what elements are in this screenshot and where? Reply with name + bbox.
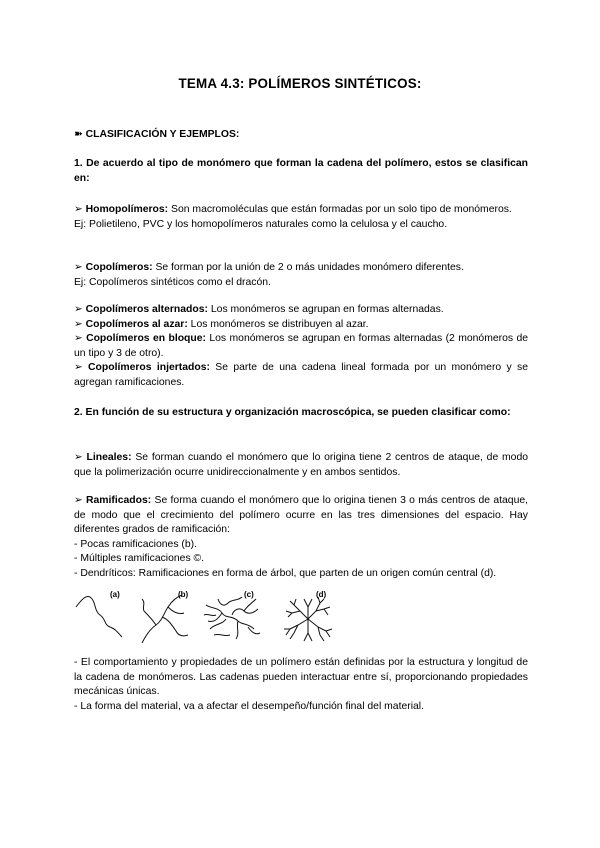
paragraph-closing-1: - El comportamiento y propiedades de un polímero están definidas por la estructura y longitud de la cadena de monómeros. Las cadenas pueden interactuar entre sí, proporcionando propiedades mecánicas únicas. xyxy=(74,657,528,698)
figure-label-b: (b) xyxy=(178,590,189,599)
paragraph-closing-2: - La forma del material, va a afectar el desempeño/función final del material. xyxy=(74,701,424,712)
term-azar: ➢ Copolímeros al azar: xyxy=(74,318,188,330)
paragraph-homopolimeros xyxy=(74,203,528,232)
desc-alternados: Los monómeros se agrupan en formas alternadas. xyxy=(208,304,444,315)
desc-lineales: Se forman cuando el monómero que lo origina tiene 2 centros de ataque, de modo que la polimerización ocurre unidireccionalmente y en ambos sentidos. xyxy=(74,452,529,478)
term-injertados: ➢ Copolímeros injertados: xyxy=(74,362,210,374)
multi-branched-chain xyxy=(204,597,260,639)
term-homopolimeros: ➢ Homopolímeros: xyxy=(74,204,169,215)
desc-copolimeros: Se forman por la unión de 2 o más unidades monómero diferentes. xyxy=(152,262,464,273)
figure-label-a: (a) xyxy=(110,590,120,599)
subheading-estructura: 2. En función de su estructura y organización macroscópica, se pueden clasificar como: xyxy=(74,407,511,418)
branched-chain xyxy=(142,595,188,643)
term-alternados: ➢ Copolímeros alternados: xyxy=(74,304,208,315)
list-item-dendriticos: - Dendríticos: Ramificaciones en forma de árbol, que parten de un origen común central (d). xyxy=(74,567,497,579)
item-azar xyxy=(74,318,528,333)
desc-ramificados: Se forma cuando el monómero que lo origina tienen 3 o más centros de ataque, de modo que el crecimiento del polímero ocurre en las tres dimensiones del espacio. Hay diferentes grados de ramificación: xyxy=(74,495,529,536)
paragraph-lineales xyxy=(74,451,528,480)
paragraph-copolimeros xyxy=(74,261,528,290)
list-item-multiples: - Múltiples ramificaciones ©. xyxy=(74,553,205,565)
list-item-pocas: - Pocas ramificaciones (b). xyxy=(74,538,197,550)
item-bloque xyxy=(74,332,528,361)
desc-homopolimeros: Son macromoléculas que están formadas por un solo tipo de monómeros. xyxy=(168,204,512,215)
term-bloque: ➢ Copolímeros en bloque: xyxy=(74,333,206,345)
paragraph-ramificados xyxy=(74,494,528,582)
dendritic-structure xyxy=(284,597,332,641)
term-ramificados: ➢ Ramificados: xyxy=(74,495,152,506)
linear-chain xyxy=(76,596,122,637)
item-injertados xyxy=(74,361,528,390)
list-copolimero-types xyxy=(74,303,528,391)
example-copolimeros: Ej: Copolímeros sintéticos como el dracón. xyxy=(74,276,271,288)
term-copolimeros: ➢ Copolímeros: xyxy=(74,262,153,273)
figure-label-c: (c) xyxy=(244,590,254,599)
desc-bloque: Los monómeros se agrupan en formas alternadas (2 monómeros de un tipo y 3 de otro). xyxy=(74,333,528,359)
item-alternados xyxy=(74,303,528,318)
desc-injertados: Se parte de una cadena lineal formada por un monómero y se agregan ramificaciones. xyxy=(74,362,529,388)
polymer-structures-figure xyxy=(72,585,352,645)
desc-azar: Los monómeros se distribuyen al azar. xyxy=(187,318,369,330)
section-heading-clasificacion: ➽ CLASIFICACIÓN Y EJEMPLOS: xyxy=(74,129,240,140)
example-homopolimeros: Ej: Polietileno, PVC y los homopolímeros naturales como la celulosa y el caucho. xyxy=(74,218,448,230)
page-title: TEMA 4.3: POLÍMEROS SINTÉTICOS: xyxy=(178,76,422,91)
subheading-tipo-monomero: 1. De acuerdo al tipo de monómero que forman la cadena del polímero, estos se clasifican en: xyxy=(74,158,528,184)
polymer-structures-svg xyxy=(72,585,352,645)
figure-label-d: (d) xyxy=(316,590,327,599)
term-lineales: ➢ Lineales: xyxy=(74,452,132,463)
